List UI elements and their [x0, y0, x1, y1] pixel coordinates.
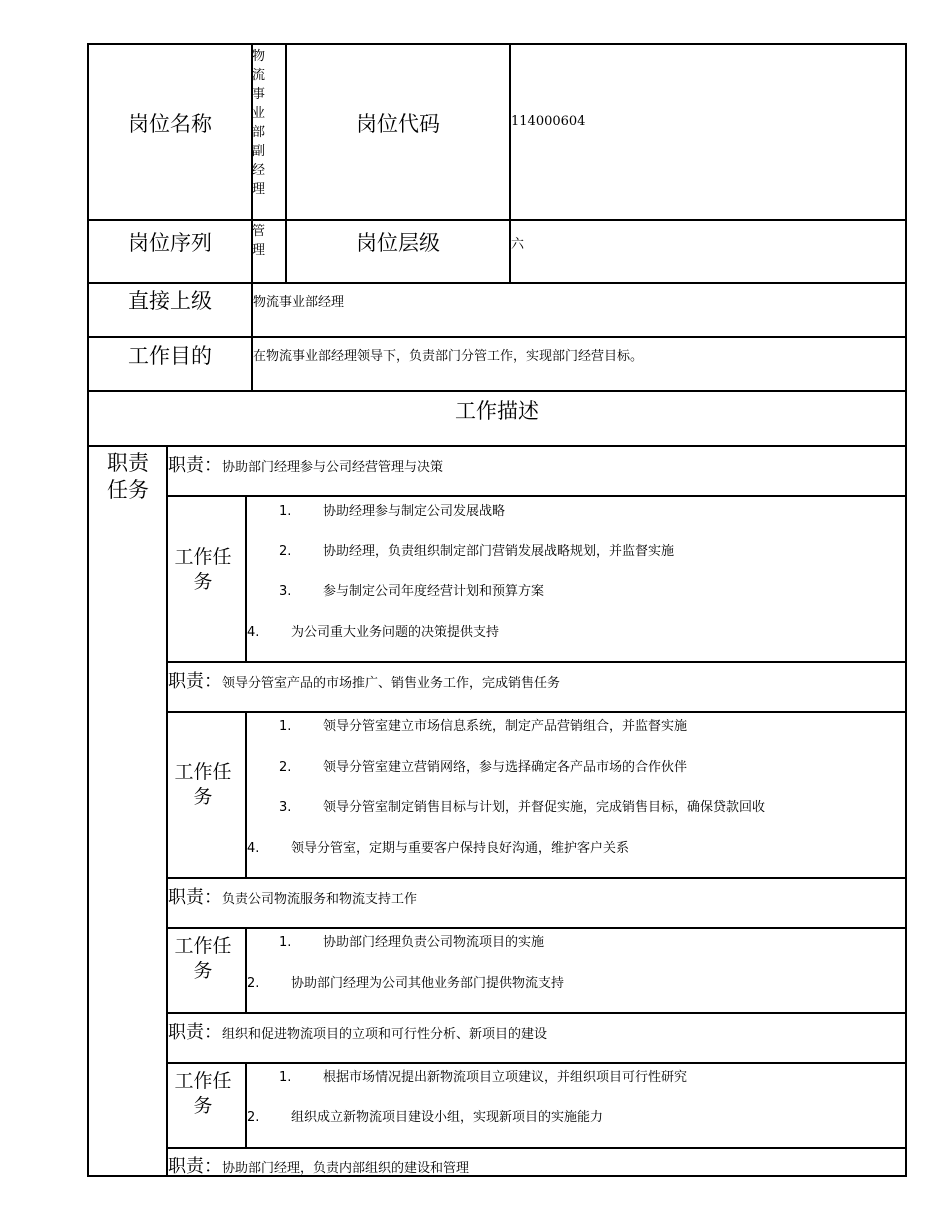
duty-2 [168, 667, 560, 693]
task-label: 工作任务 [174, 935, 232, 982]
task-label: 工作任务 [174, 761, 232, 808]
task-item: 1. 领导分管室建立市场信息系统，制定产品营销组合，并监督实施 [279, 719, 688, 734]
duty-prefix: 职责： [168, 455, 222, 476]
purpose-label: 工作目的 [128, 344, 212, 368]
duties-label: 职责任务 [107, 451, 149, 502]
duty-prefix: 职责： [168, 671, 222, 692]
supervisor-label: 直接上级 [128, 289, 212, 313]
task-item: 4. 领导分管室，定期与重要客户保持良好沟通，维护客户关系 [247, 841, 630, 856]
task-item: 2. 协助部门经理为公司其他业务部门提供物流支持 [247, 976, 565, 991]
duty-1 [168, 451, 443, 477]
position-name-label: 岗位名称 [128, 112, 212, 136]
duty-prefix: 职责： [168, 1022, 222, 1043]
position-level-label: 岗位层级 [356, 231, 440, 255]
task-item: 2. 领导分管室建立营销网络，参与选择确定各产品市场的合作伙伴 [279, 760, 688, 775]
description-title: 工作描述 [455, 399, 539, 423]
duty-text: 协助部门经理参与公司经营管理与决策 [222, 460, 444, 475]
duty-text: 领导分管室产品的市场推广、销售业务工作，完成销售任务 [222, 676, 561, 691]
duty-prefix: 职责： [168, 1156, 222, 1177]
position-code-label: 岗位代码 [356, 112, 440, 136]
task-item: 3. 领导分管室制定销售目标与计划，并督促实施，完成销售目标，确保贷款回收 [279, 800, 766, 815]
task-item: 2. 组织成立新物流项目建设小组，实现新项目的实施能力 [247, 1110, 604, 1125]
position-sequence-label: 岗位序列 [128, 231, 212, 255]
position-code-value: 114000604 [511, 114, 586, 129]
task-item: 1. 协助部门经理负责公司物流项目的实施 [279, 935, 545, 950]
duty-text: 组织和促进物流项目的立项和可行性分析、新项目的建设 [222, 1027, 548, 1042]
duty-prefix: 职责： [168, 887, 222, 908]
task-item: 3. 参与制定公司年度经营计划和预算方案 [279, 584, 545, 599]
task-item: 2. 协助经理，负责组织制定部门营销发展战略规划，并监督实施 [279, 544, 675, 559]
task-item: 4. 为公司重大业务问题的决策提供支持 [247, 625, 500, 640]
duty-5 [168, 1152, 469, 1178]
task-item: 1. 协助经理参与制定公司发展战略 [279, 504, 506, 519]
task-label: 工作任务 [174, 1070, 232, 1117]
task-item: 1. 根据市场情况提出新物流项目立项建议，并组织项目可行性研究 [279, 1070, 688, 1085]
position-sequence-value: 管理 [252, 224, 266, 258]
position-level-value: 六 [511, 237, 525, 252]
position-name-value: 物流事业部副经理 [252, 49, 266, 197]
task-label: 工作任务 [174, 546, 232, 593]
duty-text: 协助部门经理，负责内部组织的建设和管理 [222, 1161, 470, 1176]
duty-text: 负责公司物流服务和物流支持工作 [222, 892, 418, 907]
duty-3 [168, 883, 417, 909]
purpose-value: 在物流事业部经理领导下，负责部门分管工作，实现部门经营目标。 [253, 349, 644, 364]
duty-4 [168, 1018, 547, 1044]
supervisor-value: 物流事业部经理 [253, 295, 345, 310]
